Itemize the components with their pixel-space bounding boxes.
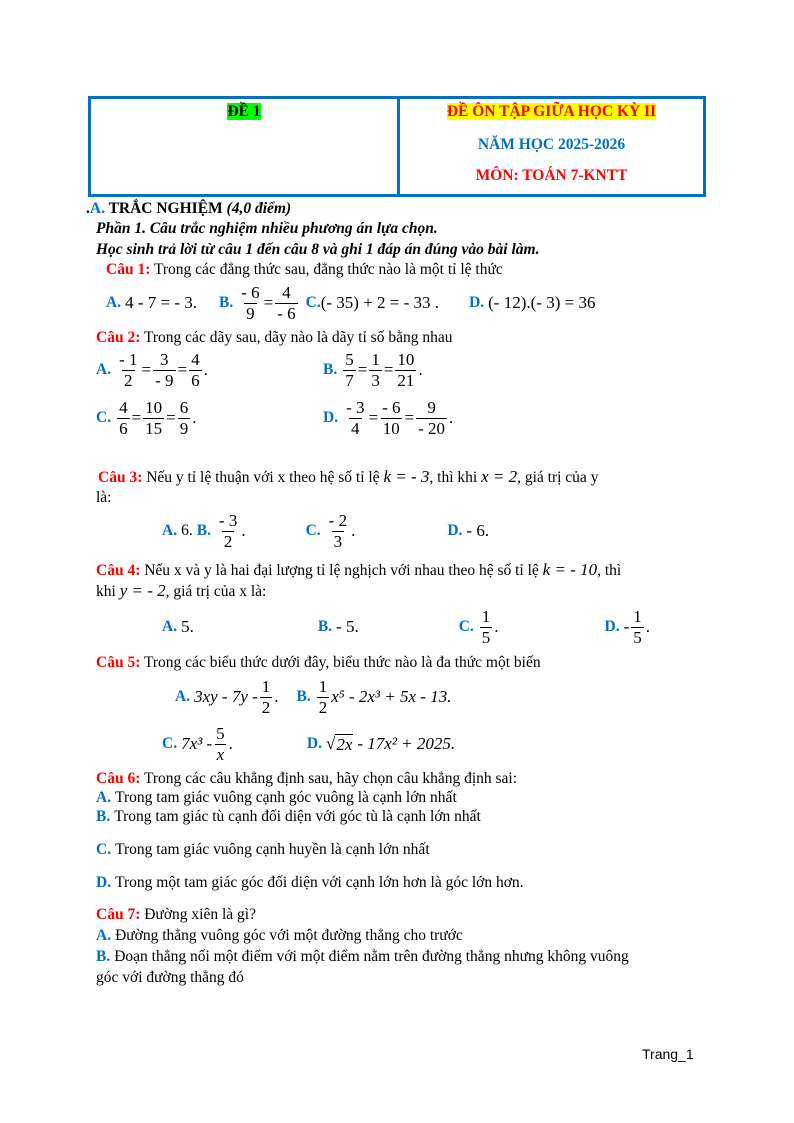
frac: [480, 607, 493, 648]
frac: [631, 607, 644, 648]
frac: [153, 350, 175, 391]
q6-option-a-label: A.: [96, 789, 112, 806]
q1-options: [106, 282, 595, 324]
frac-num: 9: [427, 397, 436, 417]
q3-stem-cont: là:: [96, 489, 112, 506]
frac-num: - 2: [328, 510, 348, 530]
q5-options-ab: [175, 674, 451, 720]
q6-option-b-label: B.: [96, 808, 111, 825]
q6-option-a: [96, 789, 457, 807]
frac-den: 5: [481, 627, 491, 647]
sqrt-symbol: √: [325, 734, 336, 753]
q7-option-b-text: Đoạn thẳng nối một điểm với một điểm nằm trên đường thẳng nhưng không vuông: [114, 948, 629, 965]
frac-den: - 9: [155, 370, 174, 390]
q5-stem: [96, 654, 541, 672]
frac-den: 3: [333, 531, 343, 551]
q1-stem: [106, 261, 503, 279]
q1-label: Câu 1:: [106, 261, 151, 278]
q7-option-a-text: Đường thẳng vuông góc với một đường thẳng cho trước: [115, 927, 463, 944]
q1-option-b-label: B.: [219, 294, 234, 311]
frac-den: x: [216, 744, 225, 764]
q3-text2: , thì khi: [429, 469, 478, 486]
frac: [343, 350, 356, 391]
frac-den: 2: [223, 531, 233, 551]
q1-option-d-label: D.: [469, 294, 485, 311]
frac: [189, 350, 202, 391]
q3-option-d-label: D.: [447, 522, 463, 539]
q4-stem: [96, 560, 621, 580]
section-points: (4,0 điểm): [226, 200, 292, 217]
q1-text: Trong các đẳng thức sau, đẳng thức nào là một tỉ lệ thức: [153, 261, 503, 278]
q5-option-b-label: B.: [296, 688, 311, 705]
q7-label: Câu 7:: [96, 906, 141, 923]
equals-sign: =: [166, 408, 176, 427]
page-number: Trang_1: [642, 1046, 694, 1062]
q6-option-d-label: D.: [96, 874, 112, 891]
q6-option-c-text: Trong tam giác vuông cạnh huyền là cạnh lớn nhất: [115, 841, 430, 858]
q2-option-a-label: A.: [96, 361, 112, 378]
q4-option-c-label: C.: [458, 618, 474, 635]
equals-sign: =: [131, 408, 142, 427]
frac: [369, 350, 382, 391]
q1-b-frac1: [239, 283, 261, 324]
frac-num: - 6: [382, 397, 401, 417]
frac-num: 1: [261, 676, 271, 696]
frac-num: 10: [397, 349, 415, 369]
header-table: [88, 96, 706, 197]
q2-option-c-label: C.: [96, 409, 112, 426]
sqrt-radicand: 2x: [336, 734, 353, 754]
exam-number-cell: [91, 103, 397, 121]
q4-option-b: - 5.: [336, 617, 359, 636]
q2-option-d-label: D.: [323, 409, 339, 426]
q1-option-a: 4 - 7 = - 3.: [125, 293, 197, 312]
frac: [395, 350, 416, 391]
frac: [117, 350, 139, 391]
frac: [344, 398, 366, 439]
q3-k: k = - 3: [383, 467, 430, 486]
q3-text3: , giá trị của y: [517, 469, 599, 486]
frac-num: 4: [119, 397, 128, 417]
q3-option-a: 6.: [181, 522, 193, 539]
q4-label: Câu 4:: [96, 562, 141, 579]
q6-option-c: [96, 841, 430, 859]
frac-num: 6: [179, 397, 189, 417]
equals-sign: =: [368, 408, 379, 427]
q6-stem: [96, 770, 517, 788]
q2-stem: [96, 329, 452, 347]
frac-den: 15: [145, 418, 163, 438]
frac-den: 21: [397, 370, 415, 390]
q5-option-a: 3xy - 7y -: [194, 687, 258, 706]
q7-stem: [96, 906, 256, 924]
exam-number: ĐỀ 1: [227, 103, 261, 120]
q7-option-b-cont: góc với đường thẳng đó: [96, 969, 244, 986]
frac: [260, 677, 273, 718]
frac: [178, 398, 191, 439]
q2-option-d: [323, 396, 453, 440]
period: .: [203, 360, 208, 379]
frac-den: 2: [124, 370, 133, 390]
period: .: [449, 408, 454, 427]
frac-den: 6: [191, 370, 200, 390]
frac: [214, 724, 227, 765]
frac-den: 7: [345, 370, 354, 390]
q5-label: Câu 5:: [96, 654, 141, 671]
subject: MÔN: TOÁN 7-KNTT: [475, 167, 628, 184]
frac-den: - 20: [418, 418, 446, 438]
q2-option-b: [323, 348, 423, 392]
q4-text4: , giá trị của x là:: [165, 583, 267, 600]
frac-den: 4: [351, 418, 360, 438]
frac-num: 3: [160, 349, 169, 369]
frac-den: 2: [318, 697, 328, 717]
equals-sign: =: [141, 360, 152, 379]
frac-num: 10: [145, 397, 163, 417]
frac: [327, 511, 349, 552]
q1-option-c: (- 35) + 2 = - 33 .: [320, 293, 440, 312]
q4-option-a-label: A.: [162, 618, 178, 635]
q4-option-a: 5.: [181, 617, 194, 636]
q5-option-d: - 17x² + 2025.: [357, 734, 456, 753]
frac-num: - 6: [241, 282, 260, 302]
frac-num: 4: [191, 349, 200, 369]
frac-num: 4: [282, 282, 291, 302]
period: .: [351, 521, 356, 540]
q5-option-c: 7x³ -: [181, 734, 213, 753]
period: .: [645, 617, 651, 636]
q3-x: x = 2: [481, 467, 518, 486]
q4-k: k = - 10: [542, 560, 598, 579]
q3-label: Câu 3:: [98, 469, 143, 486]
q3-stem: [98, 467, 598, 487]
q5-option-d-label: D.: [306, 735, 322, 752]
q7-option-a: [96, 927, 463, 945]
frac-den: 9: [179, 418, 189, 438]
equals-sign: =: [357, 360, 368, 379]
q5-text: Trong các biểu thức dưới đây, biểu thức nào là đa thức một biến: [143, 654, 541, 671]
frac: [117, 398, 130, 439]
frac-den: 3: [371, 370, 380, 390]
q5-options-cd: [162, 720, 455, 768]
frac-num: 1: [318, 676, 328, 696]
period: .: [228, 734, 233, 753]
q4-option-b-label: B.: [317, 618, 333, 635]
q7-text: Đường xiên là gì?: [144, 906, 256, 923]
frac: [317, 677, 330, 718]
q4-y: y = - 2: [119, 581, 166, 600]
frac-num: 1: [633, 606, 642, 626]
equals-sign: =: [263, 293, 274, 312]
q7-option-b: [96, 948, 629, 966]
q6-label: Câu 6:: [96, 770, 141, 787]
frac-den: 2: [261, 697, 271, 717]
period: .: [274, 687, 279, 706]
frac-num: 5: [216, 723, 225, 743]
frac-den: - 6: [277, 303, 296, 323]
q2-option-c: [96, 396, 197, 440]
period: .: [494, 617, 499, 636]
q4-stem-cont: [96, 581, 266, 601]
frac-num: - 3: [346, 397, 365, 417]
q1-option-a-label: A.: [106, 294, 122, 311]
q7-option-b-label: B.: [96, 948, 111, 965]
frac-num: 1: [371, 349, 380, 369]
instruction: Học sinh trả lời từ câu 1 đến câu 8 và ghi 1 đáp án đúng vào bài làm.: [96, 241, 540, 258]
q6-text: Trong các câu khẳng định sau, hãy chọn câu khẳng định sai:: [143, 770, 518, 787]
q1-b-frac2: [275, 283, 297, 324]
exam-title-cell: [400, 103, 703, 121]
q5-option-c-label: C.: [162, 735, 178, 752]
period: .: [192, 408, 197, 427]
frac-den: 6: [119, 418, 128, 438]
q2-label: Câu 2:: [96, 329, 141, 346]
frac-num: 5: [345, 349, 354, 369]
q2-option-a: [96, 348, 208, 392]
q3-option-b-label: B.: [196, 522, 211, 539]
q7-option-a-label: A.: [96, 927, 112, 944]
q1-option-c-label: C.: [305, 294, 321, 311]
frac-num: - 3: [218, 510, 238, 530]
exam-title: ĐỀ ÔN TẬP GIỮA HỌC KỲ II: [446, 103, 657, 120]
section-letter: A.: [89, 200, 105, 217]
part1-title: Phần 1. Câu trắc nghiệm nhiều phương án lựa chọn.: [96, 220, 438, 237]
q3-options: [162, 508, 489, 554]
q3-option-a-label: A.: [162, 522, 178, 539]
q2-text: Trong các dãy sau, dãy nào là dãy tỉ số bằng nhau: [143, 329, 453, 346]
frac-num: 1: [481, 606, 491, 626]
q3-option-c-label: C.: [305, 522, 321, 539]
section-a-heading: [86, 200, 291, 218]
frac-num: - 1: [119, 349, 138, 369]
period: .: [241, 521, 246, 540]
school-year: NĂM HỌC 2025-2026: [477, 136, 626, 153]
frac: [143, 398, 164, 439]
q3-text1: Nếu y tỉ lệ thuận với x theo hệ số tỉ lệ: [146, 469, 380, 486]
q4-text3: khi: [96, 583, 116, 600]
q4-text1: Nếu x và y là hai đại lượng tỉ lệ nghịch với nhau theo hệ số tỉ lệ: [144, 562, 539, 579]
frac-den: 10: [382, 418, 400, 438]
frac: [380, 398, 402, 439]
equals-sign: =: [404, 408, 415, 427]
q2-option-b-label: B.: [323, 361, 338, 378]
equals-sign: =: [383, 360, 394, 379]
period: .: [418, 360, 423, 379]
q6-option-b: [96, 808, 481, 826]
q4-options: [162, 604, 650, 650]
q1-option-d: (- 12).(- 3) = 36: [488, 293, 596, 312]
q5-option-a-label: A.: [175, 688, 191, 705]
minus-sign: -: [623, 617, 630, 636]
q5-option-b: x⁵ - 2x³ + 5x - 13.: [331, 687, 452, 706]
equals-sign: =: [177, 360, 188, 379]
frac-den: 5: [633, 627, 642, 647]
frac: [217, 511, 239, 552]
section-prefix: .: [86, 200, 90, 217]
q6-option-d: [96, 874, 524, 892]
q3-option-d: - 6.: [466, 521, 490, 540]
q6-option-b-text: Trong tam giác tù cạnh đối diện với góc tù là cạnh lớn nhất: [114, 808, 481, 825]
frac: [416, 398, 447, 439]
section-title: TRẮC NGHIỆM: [108, 200, 223, 217]
q6-option-c-label: C.: [96, 841, 112, 858]
q6-option-a-text: Trong tam giác vuông cạnh góc vuông là cạnh lớn nhất: [115, 789, 457, 806]
q6-option-d-text: Trong một tam giác góc đối diện với cạnh lớn hơn là góc lớn hơn.: [115, 874, 524, 891]
q4-text2: , thì: [597, 562, 622, 579]
frac-den: 9: [246, 303, 255, 323]
q4-option-d-label: D.: [604, 618, 620, 635]
